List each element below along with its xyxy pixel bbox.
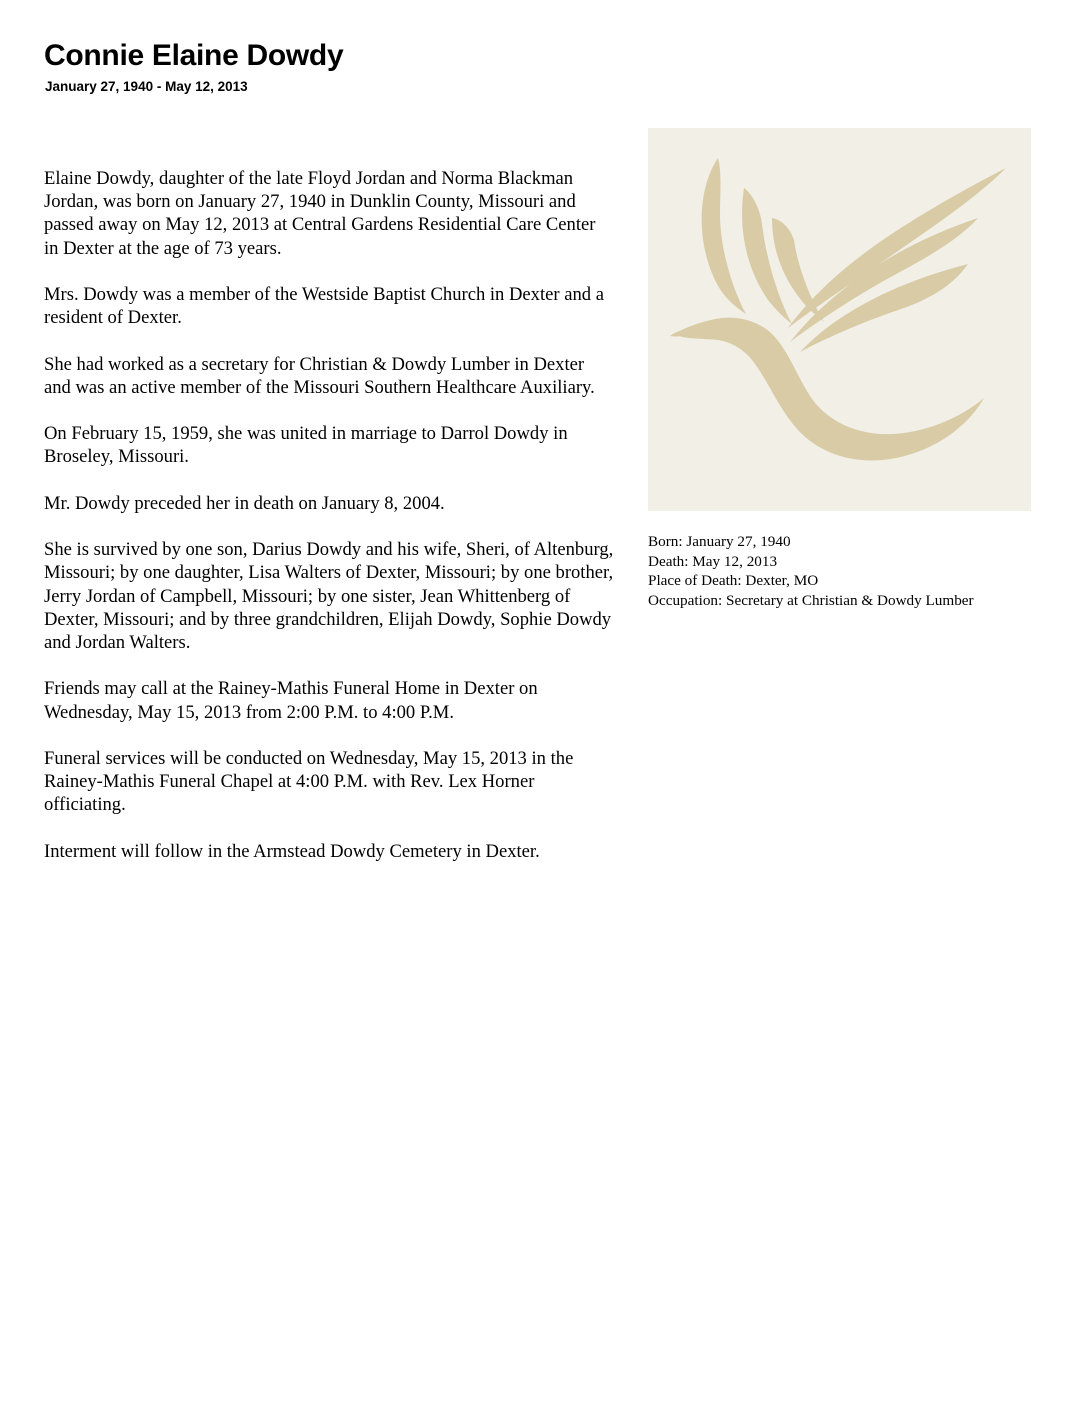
obituary-text [44,167,614,886]
obituary-paragraph: Interment will follow in the Armstead Dowdy Cemetery in Dexter. [44,840,540,862]
obituary-paragraph: Mrs. Dowdy was a member of the Westside Baptist Church in Dexter and a resident of Dexter. [44,284,604,329]
memorial-image [648,128,1031,511]
page-title: Connie Elaine Dowdy [44,39,344,72]
obituary-paragraph: Friends may call at the Rainey-Mathis Funeral Home in Dexter on Wednesday, May 15, 2013 from 2:00 P.M. to 4:00 P.M. [44,678,538,723]
obituary-paragraph: Elaine Dowdy, daughter of the late Floyd Jordan and Norma Blackman Jordan, was born on January 27, 1940 in Dunklin County, Missouri and passed away on May 12, 2013 at Central Gardens Residential Care Center in Dexter at the age of 73 years. [44,168,596,259]
life-dates: January 27, 1940 - May 12, 2013 [45,79,248,94]
obituary-paragraph: Mr. Dowdy preceded her in death on January 8, 2004. [44,492,445,514]
obituary-paragraph: She is survived by one son, Darius Dowdy and his wife, Sheri, of Altenburg, Missouri; by one daughter, Lisa Walters of Dexter, Missouri; by one brother, Jerry Jordan of Campbell, Missouri; by one sister, Jean Whittenberg of Dexter, Missouri; and by three grandchildren, Elijah Dowdy, Sophie Dowdy and Jordan Walters. [44,539,614,653]
dove-icon [648,128,1031,511]
fact-place-of-death: Place of Death: Dexter, MO [648,572,819,589]
obituary-paragraph: On February 15, 1959, she was united in marriage to Darrol Dowdy in Broseley, Missouri. [44,423,568,468]
obituary-paragraph: She had worked as a secretary for Christian & Dowdy Lumber in Dexter and was an active member of the Missouri Southern Healthcare Auxiliary. [44,353,595,398]
fact-born: Born: January 27, 1940 [648,533,791,550]
fact-death: Death: May 12, 2013 [648,552,778,570]
fact-occupation: Occupation: Secretary at Christian & Dowdy Lumber [648,591,974,609]
fact-list [648,532,974,610]
obituary-paragraph: Funeral services will be conducted on Wednesday, May 15, 2013 in the Rainey-Mathis Funeral Chapel at 4:00 P.M. with Rev. Lex Horner officiating. [44,747,574,816]
